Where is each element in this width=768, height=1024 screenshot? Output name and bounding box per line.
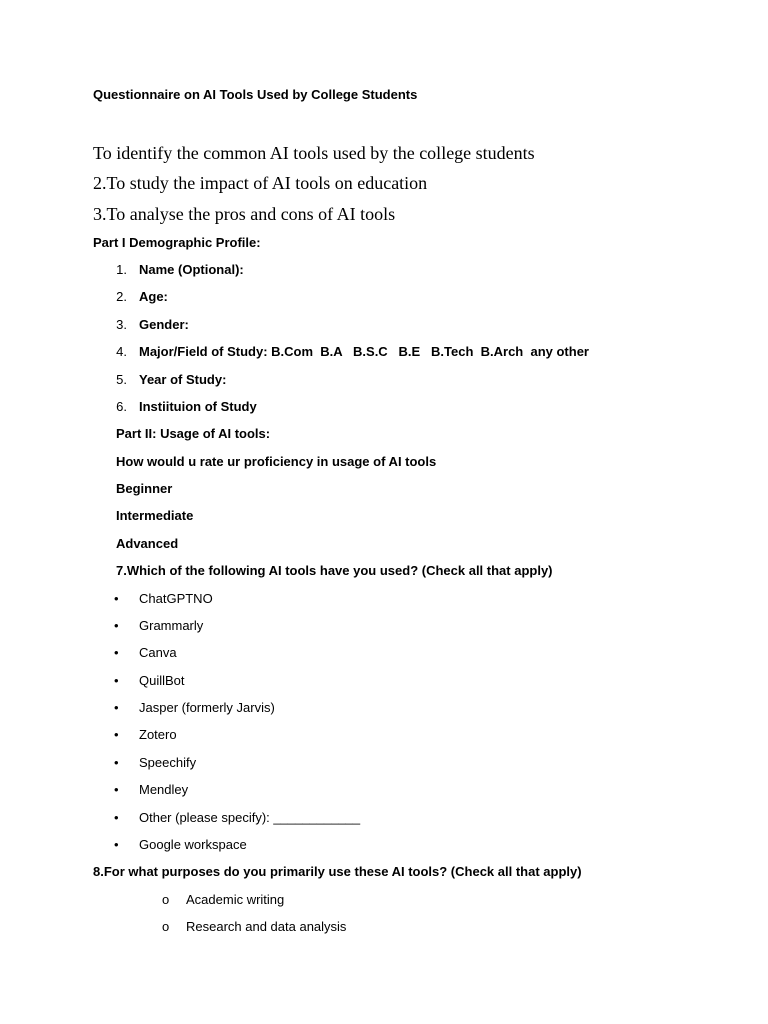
bullet-icon: • (114, 837, 119, 852)
list-number: 3. (116, 317, 127, 332)
bullet-icon: • (114, 782, 119, 797)
bullet-icon: • (114, 810, 119, 825)
list-number: 2. (116, 289, 127, 304)
proficiency-beginner: Beginner (116, 481, 173, 496)
document-title: Questionnaire on AI Tools Used by College Students (93, 87, 418, 102)
tool-quillbot: QuillBot (139, 673, 185, 688)
question-name: Name (Optional): (139, 262, 244, 277)
bullet-icon: • (114, 618, 119, 633)
list-number: 4. (116, 344, 127, 359)
tool-canva: Canva (139, 645, 177, 660)
bullet-icon: • (114, 645, 119, 660)
bullet-icon: • (114, 673, 119, 688)
list-number: 5. (116, 372, 127, 387)
proficiency-intermediate: Intermediate (116, 508, 194, 523)
tool-chatgpt: ChatGPTNO (139, 591, 213, 606)
bullet-icon: • (114, 755, 119, 770)
proficiency-advanced: Advanced (116, 536, 179, 551)
tool-other: Other (please specify): ____________ (139, 810, 361, 825)
circle-bullet-icon: o (162, 892, 170, 907)
list-number: 6. (116, 399, 127, 414)
objective-1: To identify the common AI tools used by the college students (93, 143, 535, 163)
list-number: 1. (116, 262, 127, 277)
circle-bullet-icon: o (162, 919, 170, 934)
question-year: Year of Study: (139, 372, 227, 387)
question-gender: Gender: (139, 317, 189, 332)
bullet-icon: • (114, 727, 119, 742)
question-age: Age: (139, 289, 168, 304)
question-8: 8.For what purposes do you primarily use these AI tools? (Check all that apply) (93, 864, 582, 879)
tool-jasper: Jasper (formerly Jarvis) (139, 700, 275, 715)
question-institution: Instiituion of Study (139, 399, 257, 414)
part2-heading: Part II: Usage of AI tools: (116, 426, 271, 441)
tool-mendley: Mendley (139, 782, 189, 797)
tool-grammarly: Grammarly (139, 618, 204, 633)
purpose-academic-writing: Academic writing (186, 892, 285, 907)
question-major: Major/Field of Study: B.Com B.A B.S.C B.E B.Tech B.Arch any other (139, 344, 589, 359)
bullet-icon: • (114, 700, 119, 715)
question-7: 7.Which of the following AI tools have you used? (Check all that apply) (116, 563, 553, 578)
tool-speechify: Speechify (139, 755, 197, 770)
tool-google-workspace: Google workspace (139, 837, 247, 852)
purpose-research: Research and data analysis (186, 919, 347, 934)
objective-3: 3.To analyse the pros and cons of AI tools (93, 204, 396, 224)
bullet-icon: • (114, 591, 119, 606)
proficiency-question: How would u rate ur proficiency in usage of AI tools (116, 454, 437, 469)
objective-2: 2.To study the impact of AI tools on education (93, 173, 428, 193)
part1-heading: Part I Demographic Profile: (93, 235, 261, 250)
tool-zotero: Zotero (139, 727, 177, 742)
